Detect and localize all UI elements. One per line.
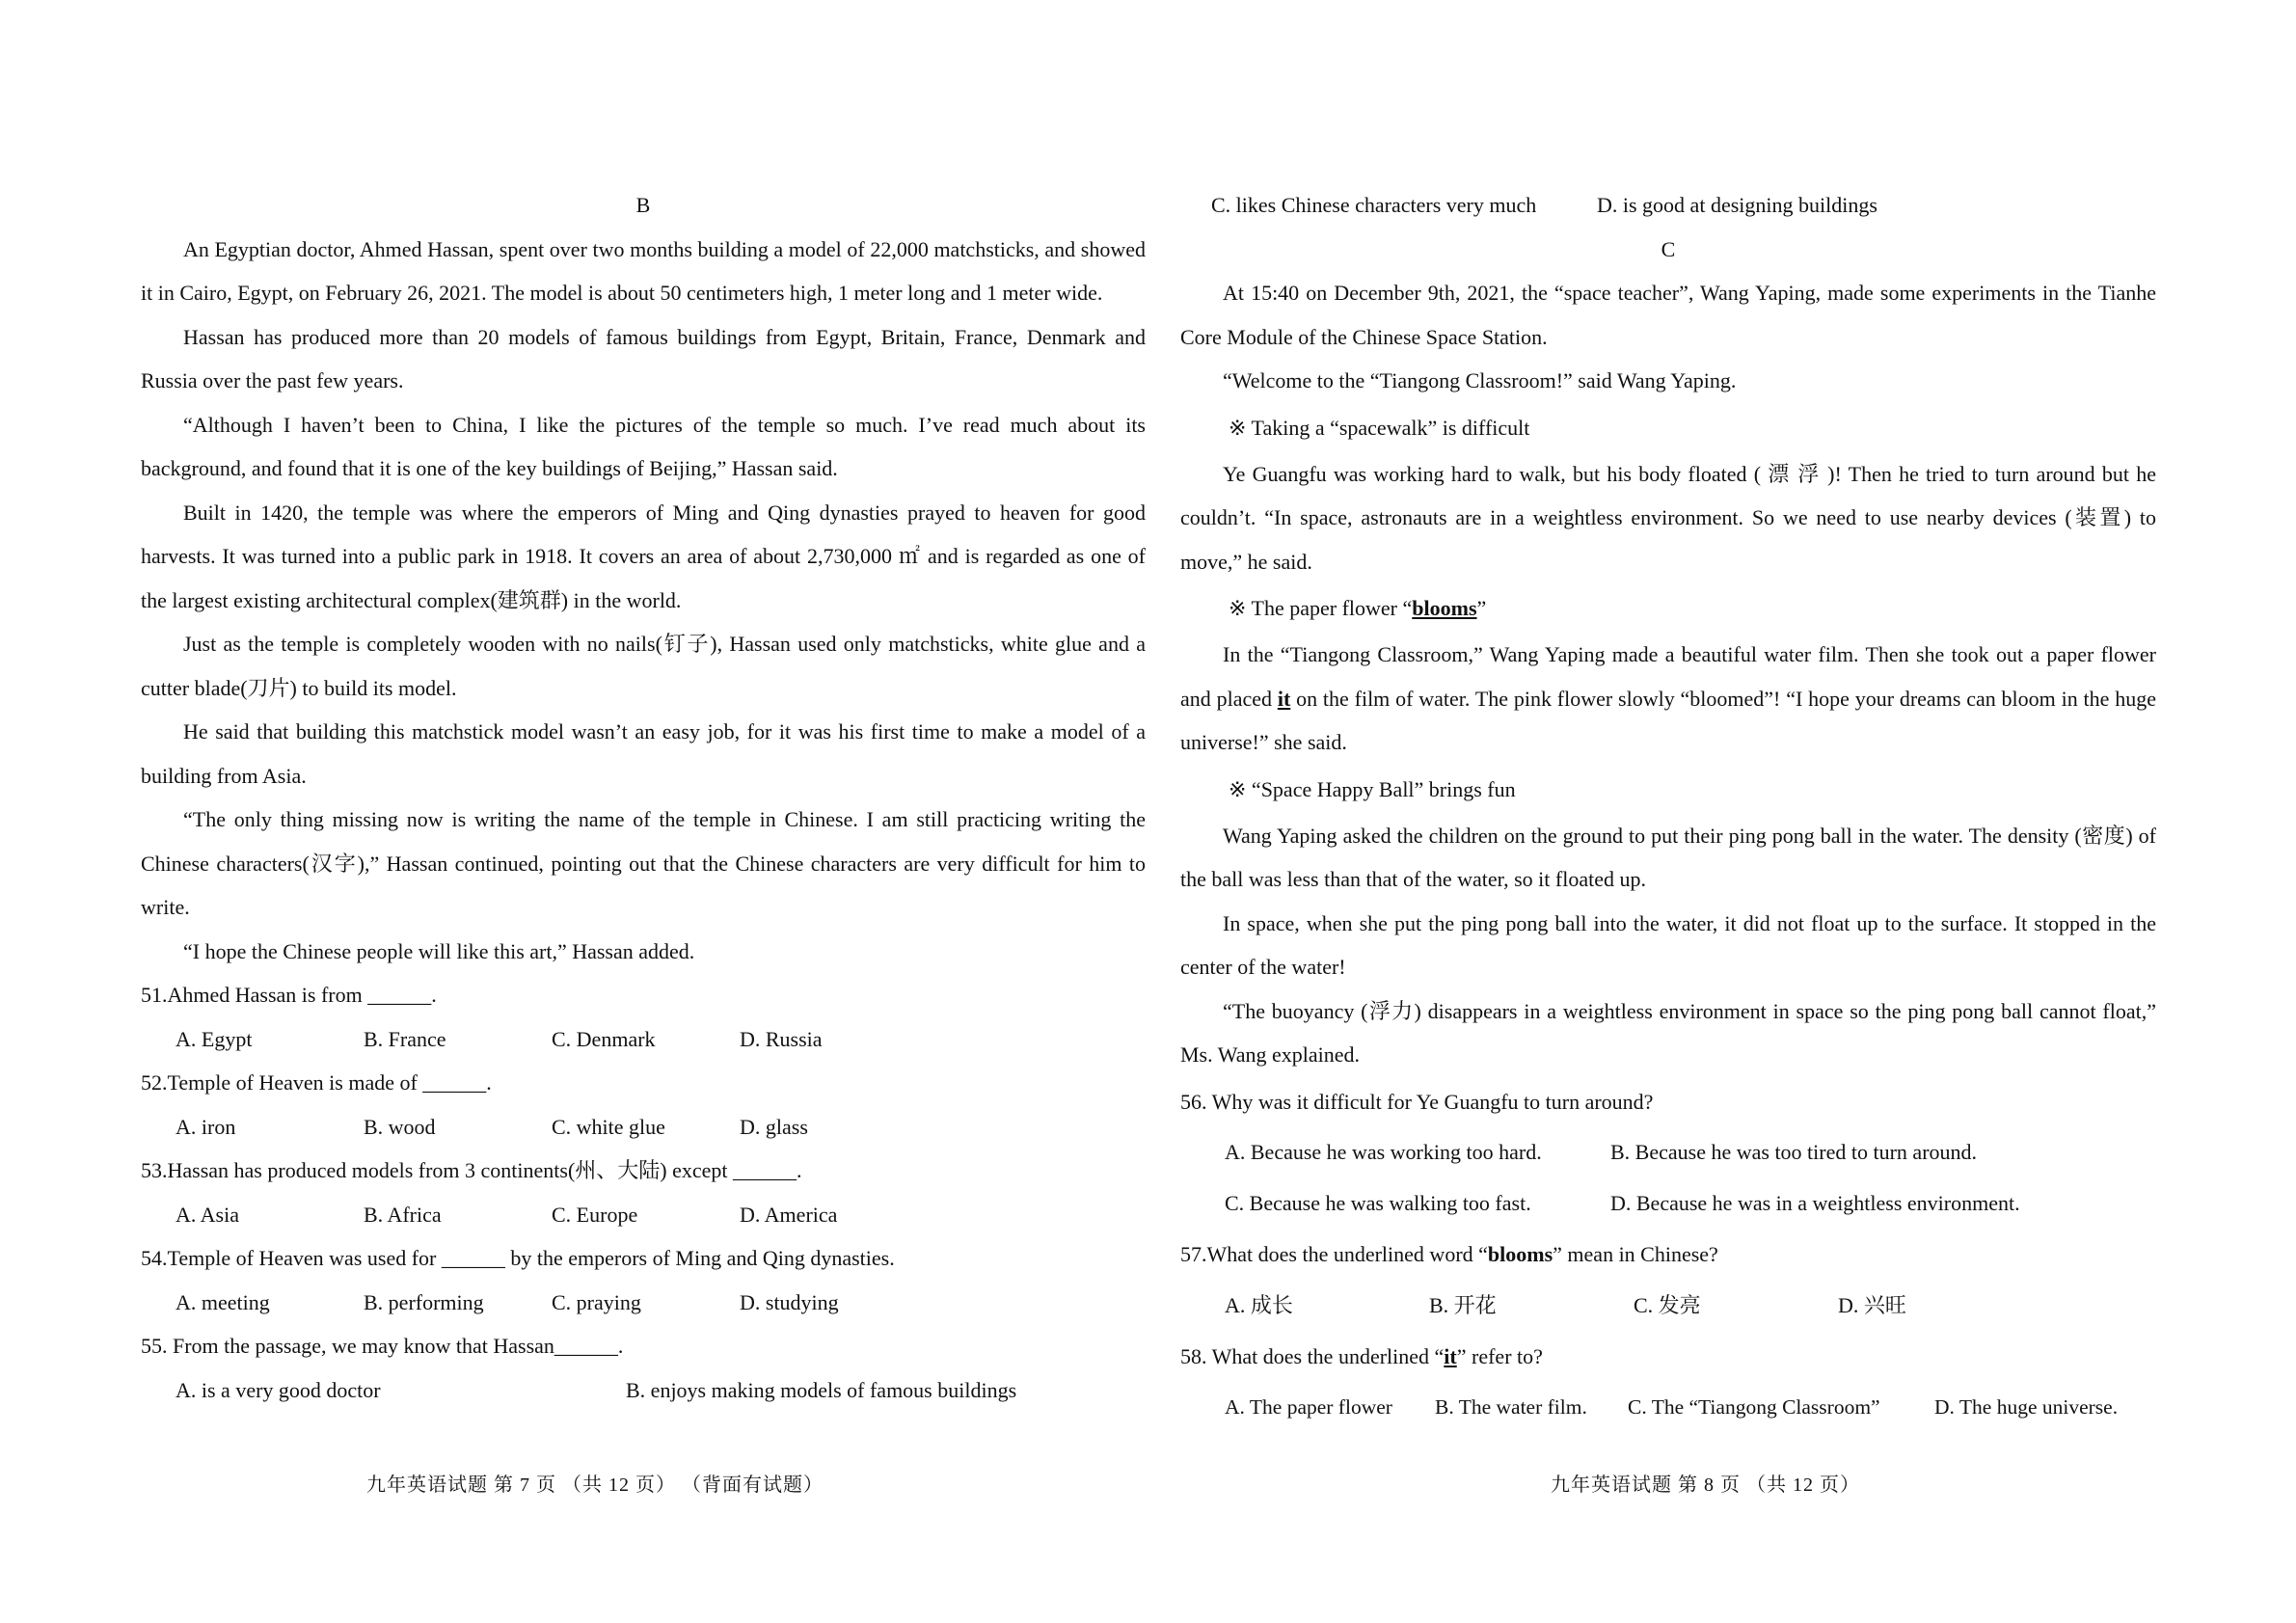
option: C. The “Tiangong Classroom” — [1628, 1394, 1880, 1419]
option: B. enjoys making models of famous buildings — [626, 1377, 1017, 1402]
option: B. wood — [364, 1114, 436, 1139]
question-53-options — [141, 1193, 1146, 1237]
passage-b-paragraph: “The only thing missing now is writing the name of the temple in Chinese. I am still practicing writing the Chinese characters(汉字),” Hassan continued, pointing out that the Chinese characters are very difficult for him to write. — [141, 807, 1146, 919]
option: B. Africa — [364, 1202, 442, 1227]
option: B. France — [364, 1026, 446, 1051]
option: D. Because he was in a weightless environment. — [1610, 1190, 2020, 1215]
question-52: 52.Temple of Heaven is made of ______. — [141, 1070, 492, 1095]
question-54: 54.Temple of Heaven was used for ______ by the emperors of Ming and Qing dynasties. — [141, 1246, 895, 1270]
option: C. Denmark — [552, 1026, 656, 1051]
page-footer-right: 九年英语试题 第 8 页 （共 12 页） — [1551, 1474, 1860, 1496]
option: A. Because he was working too hard. — [1225, 1139, 1542, 1164]
question-56-options — [1180, 1177, 2156, 1229]
option: A. The paper flower — [1225, 1394, 1392, 1419]
option: C. praying — [552, 1289, 641, 1314]
question-56: 56. Why was it difficult for Ye Guangfu to turn around? — [1180, 1089, 1654, 1114]
question-55: 55. From the passage, we may know that Hassan______. — [141, 1334, 624, 1358]
passage-b-paragraph: “I hope the Chinese people will like this art,” Hassan added. — [183, 938, 695, 963]
subheading-space-happy-ball: ※ “Space Happy Ball” brings fun — [1229, 776, 1516, 801]
passage-c-paragraph: “Welcome to the “Tiangong Classroom!” said Wang Yaping. — [1223, 368, 1737, 392]
right-page-column — [1180, 183, 2156, 1433]
passage-b-paragraph: Just as the temple is completely wooden with no nails(钉子), Hassan used only matchsticks, white glue and a cutter blade(刀片) to build its model. — [141, 632, 1146, 700]
option: A. 成长 — [1225, 1292, 1293, 1317]
section-b-title: B — [635, 193, 651, 217]
passage-b-paragraph: He said that building this matchstick model wasn’t an easy job, for it was his first time to make a model of a building from Asia. — [141, 719, 1146, 788]
option: C. 发亮 — [1634, 1292, 1701, 1317]
question-51-options — [141, 1017, 1146, 1062]
passage-b-paragraph: Hassan has produced more than 20 models of famous buildings from Egypt, Britain, France, Denmark and Russia over the past few years. — [141, 324, 1146, 392]
question-55-options — [141, 1368, 1146, 1413]
option: D. 兴旺 — [1838, 1292, 1906, 1317]
option: C. likes Chinese characters very much — [1211, 193, 1537, 217]
underlined-word-blooms: blooms — [1412, 596, 1477, 620]
option: A. meeting — [176, 1289, 270, 1314]
option: A. iron — [176, 1114, 236, 1139]
passage-c-paragraph: In the “Tiangong Classroom,” Wang Yaping made a beautiful water film. Then she took out a paper flower and placed it on the film of water. The pink flower slowly “bloomed”! “I hope your dreams can bloom in the huge universe!” she said. — [1180, 642, 2156, 754]
option: B. performing — [364, 1289, 484, 1314]
option: D. The huge universe. — [1934, 1394, 2119, 1419]
question-58-options — [1180, 1382, 2156, 1433]
question-51: 51.Ahmed Hassan is from ______. — [141, 983, 437, 1007]
passage-b-paragraph: “Although I haven’t been to China, I like the pictures of the temple so much. I’ve read much about its background, and found that it is one of the key buildings of Beijing,” Hassan said. — [141, 412, 1146, 480]
underlined-word-it: it — [1277, 686, 1291, 711]
option: D. America — [740, 1202, 838, 1227]
section-c-title: C — [1661, 236, 1676, 261]
option: D. studying — [740, 1289, 839, 1314]
passage-c-paragraph: “The buoyancy (浮力) disappears in a weightless environment in space so the ping pong ball cannot float,” Ms. Wang explained. — [1180, 998, 2156, 1067]
passage-c-paragraph: In space, when she put the ping pong ball into the water, it did not float up to the surface. It stopped in the center of the water! — [1180, 910, 2156, 979]
subheading-spacewalk: ※ Taking a “spacewalk” is difficult — [1229, 415, 1530, 440]
subheading-paper-flower: ※ The paper flower “blooms” — [1229, 596, 1487, 620]
option: D. glass — [740, 1114, 808, 1139]
question-57-options — [1180, 1280, 2156, 1331]
option: B. Because he was too tired to turn around. — [1610, 1139, 1978, 1164]
question-56-options — [1180, 1126, 2156, 1177]
page-footer-left: 九年英语试题 第 7 页 （共 12 页） （背面有试题） — [366, 1474, 824, 1496]
question-57: 57.What does the underlined word “blooms” mean in Chinese? — [1180, 1241, 1718, 1266]
option: B. 开花 — [1429, 1292, 1497, 1317]
option: C. Because he was walking too fast. — [1225, 1190, 1531, 1215]
question-52-options — [141, 1105, 1146, 1150]
option: D. is good at designing buildings — [1597, 193, 1877, 217]
passage-c-paragraph: Ye Guangfu was working hard to walk, but his body floated ( 漂 浮 )! Then he tried to turn around but he couldn’t. “In space, astronauts are in a weightless environment. So we need to use nearby devices (装置) to move,” he said. — [1180, 461, 2156, 574]
passage-c-paragraph: At 15:40 on December 9th, 2021, the “space teacher”, Wang Yaping, made some experiments in the Tianhe Core Module of the Chinese Space Station. — [1180, 281, 2156, 349]
underlined-word-it: it — [1444, 1343, 1457, 1368]
option: A. Egypt — [176, 1026, 253, 1051]
option: B. The water film. — [1435, 1394, 1587, 1419]
bold-word-blooms: blooms — [1487, 1241, 1553, 1266]
question-55-options-continued — [1180, 183, 2156, 228]
passage-b-paragraph: Built in 1420, the temple was where the emperors of Ming and Qing dynasties prayed to heaven for good harvests. It was turned into a public park in 1918. It covers an area of about 2,730,000 ㎡ and is regarded as one of the largest existing architectural complex(建筑群) in the world. — [141, 500, 1146, 612]
question-53: 53.Hassan has produced models from 3 continents(州、大陆) except ______. — [141, 1158, 802, 1182]
left-page-column — [141, 183, 1146, 1412]
option: C. Europe — [552, 1202, 638, 1227]
option: A. Asia — [176, 1202, 239, 1227]
option: C. white glue — [552, 1114, 665, 1139]
option: A. is a very good doctor — [176, 1377, 381, 1402]
passage-b-paragraph: An Egyptian doctor, Ahmed Hassan, spent over two months building a model of 22,000 matchsticks, and showed it in Cairo, Egypt, on February 26, 2021. The model is about 50 centimeters high, 1 meter long and 1 meter wide. — [141, 236, 1146, 305]
passage-c-paragraph: Wang Yaping asked the children on the ground to put their ping pong ball in the water. The density (密度) of the ball was less than that of the water, so it floated up. — [1180, 823, 2156, 891]
option: D. Russia — [740, 1026, 823, 1051]
question-54-options — [141, 1281, 1146, 1325]
question-58: 58. What does the underlined “it” refer to? — [1180, 1343, 1543, 1368]
